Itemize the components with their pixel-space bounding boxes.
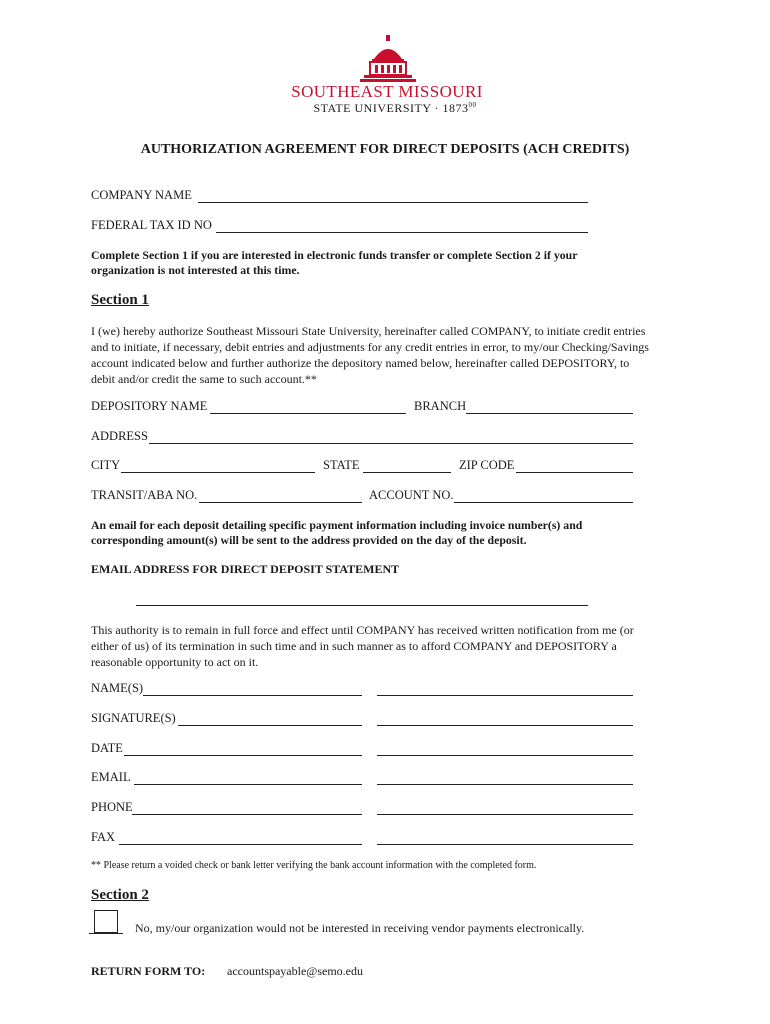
opt-out-text: No, my/our organization would not be interested in receiving vendor payments electronically. xyxy=(135,921,585,935)
return-form-label: RETURN FORM TO: xyxy=(91,964,206,978)
email-notice-line-2: corresponding amount(s) will be sent to the address provided on the day of the deposit. xyxy=(91,533,527,547)
depository-name-field[interactable] xyxy=(210,401,406,414)
names-label: NAME(S) xyxy=(91,681,144,695)
opt-out-checkbox[interactable] xyxy=(94,910,118,933)
city-label: CITY xyxy=(91,458,121,472)
account-no-label: ACCOUNT NO. xyxy=(369,488,454,502)
footnote: ** Please return a voided check or bank letter verifying the bank account information with the completed form. xyxy=(91,860,537,871)
fax-field-1[interactable] xyxy=(119,832,362,845)
date-label: DATE xyxy=(91,741,123,755)
phone-label: PHONE xyxy=(91,800,133,814)
signatures-field-1[interactable] xyxy=(178,713,362,726)
phone-field-2[interactable] xyxy=(377,802,633,815)
zip-code-label: ZIP CODE xyxy=(459,458,515,472)
company-name-field[interactable] xyxy=(198,190,588,203)
logo-subtitle-text: STATE UNIVERSITY · 1873 xyxy=(313,101,469,115)
section-1-paragraph-line-1: I (we) hereby authorize Southeast Missouri State University, hereinafter called COMPANY, to initiate credit entries xyxy=(91,324,646,338)
authority-line-2: either of us) of its termination in such time and in such manner as to afford COMPANY and DEPOSITORY a xyxy=(91,639,617,653)
logo-subtitle xyxy=(300,101,490,116)
fax-label: FAX xyxy=(91,830,116,844)
authority-line-3: reasonable opportunity to act on it. xyxy=(91,655,259,669)
instructions-line-2: organization is not interested at this time. xyxy=(91,263,300,277)
address-field[interactable] xyxy=(149,431,633,444)
email-label: EMAIL xyxy=(91,770,131,784)
authority-line-1: This authority is to remain in full force and effect until COMPANY has received written notification from me (or xyxy=(91,623,634,637)
address-label: ADDRESS xyxy=(91,429,148,443)
section-2-heading: Section 2 xyxy=(91,887,149,903)
instructions-line-1: Complete Section 1 if you are interested in electronic funds transfer or complete Section 2 if your xyxy=(91,248,578,262)
section-1-paragraph-line-3: account indicated below and further authorize the depository named below, hereinafter called DEPOSITORY, to xyxy=(91,356,630,370)
transit-aba-label: TRANSIT/ABA NO. xyxy=(91,488,198,502)
dome-icon xyxy=(360,35,416,83)
logo-wordmark: SOUTHEAST MISSOURI xyxy=(291,82,483,101)
email-statement-field[interactable] xyxy=(136,593,588,606)
email-field-1[interactable] xyxy=(134,772,362,785)
depository-name-label: DEPOSITORY NAME xyxy=(91,399,208,413)
form-title: AUTHORIZATION AGREEMENT FOR DIRECT DEPOSITS (ACH CREDITS) xyxy=(140,142,630,157)
signatures-label: SIGNATURE(S) xyxy=(91,711,176,725)
date-field-2[interactable] xyxy=(377,743,633,756)
signatures-field-2[interactable] xyxy=(377,713,633,726)
section-1-paragraph-line-2: and to initiate, if necessary, debit entries and adjustments for any credit entries in error, to my/our Checking/Savings xyxy=(91,340,649,354)
branch-label: BRANCH xyxy=(414,399,467,413)
federal-tax-id-field[interactable] xyxy=(216,220,588,233)
fax-field-2[interactable] xyxy=(377,832,633,845)
section-1-paragraph-line-4: debit and/or credit the same to such account.** xyxy=(91,372,317,386)
state-field[interactable] xyxy=(363,460,451,473)
return-email[interactable]: accountspayable@semo.edu xyxy=(227,964,364,978)
email-statement-label: EMAIL ADDRESS FOR DIRECT DEPOSIT STATEMENT xyxy=(91,562,400,576)
branch-field[interactable] xyxy=(466,401,633,414)
section-1-heading: Section 1 xyxy=(91,292,149,308)
email-notice-line-1: An email for each deposit detailing specific payment information including invoice number(s) and xyxy=(91,518,583,532)
zip-code-field[interactable] xyxy=(516,460,633,473)
names-field-2[interactable] xyxy=(377,683,633,696)
date-field-1[interactable] xyxy=(124,743,362,756)
phone-field-1[interactable] xyxy=(132,802,362,815)
transit-aba-field[interactable] xyxy=(199,490,362,503)
email-field-2[interactable] xyxy=(377,772,633,785)
names-field-1[interactable] xyxy=(143,683,362,696)
checkbox-underline xyxy=(89,933,123,934)
federal-tax-id-label: FEDERAL TAX ID NO xyxy=(91,218,212,232)
state-label: STATE xyxy=(323,458,360,472)
company-name-label: COMPANY NAME xyxy=(91,188,192,202)
account-no-field[interactable] xyxy=(454,490,633,503)
city-field[interactable] xyxy=(121,460,315,473)
logo-superscript: 00 xyxy=(468,101,477,109)
